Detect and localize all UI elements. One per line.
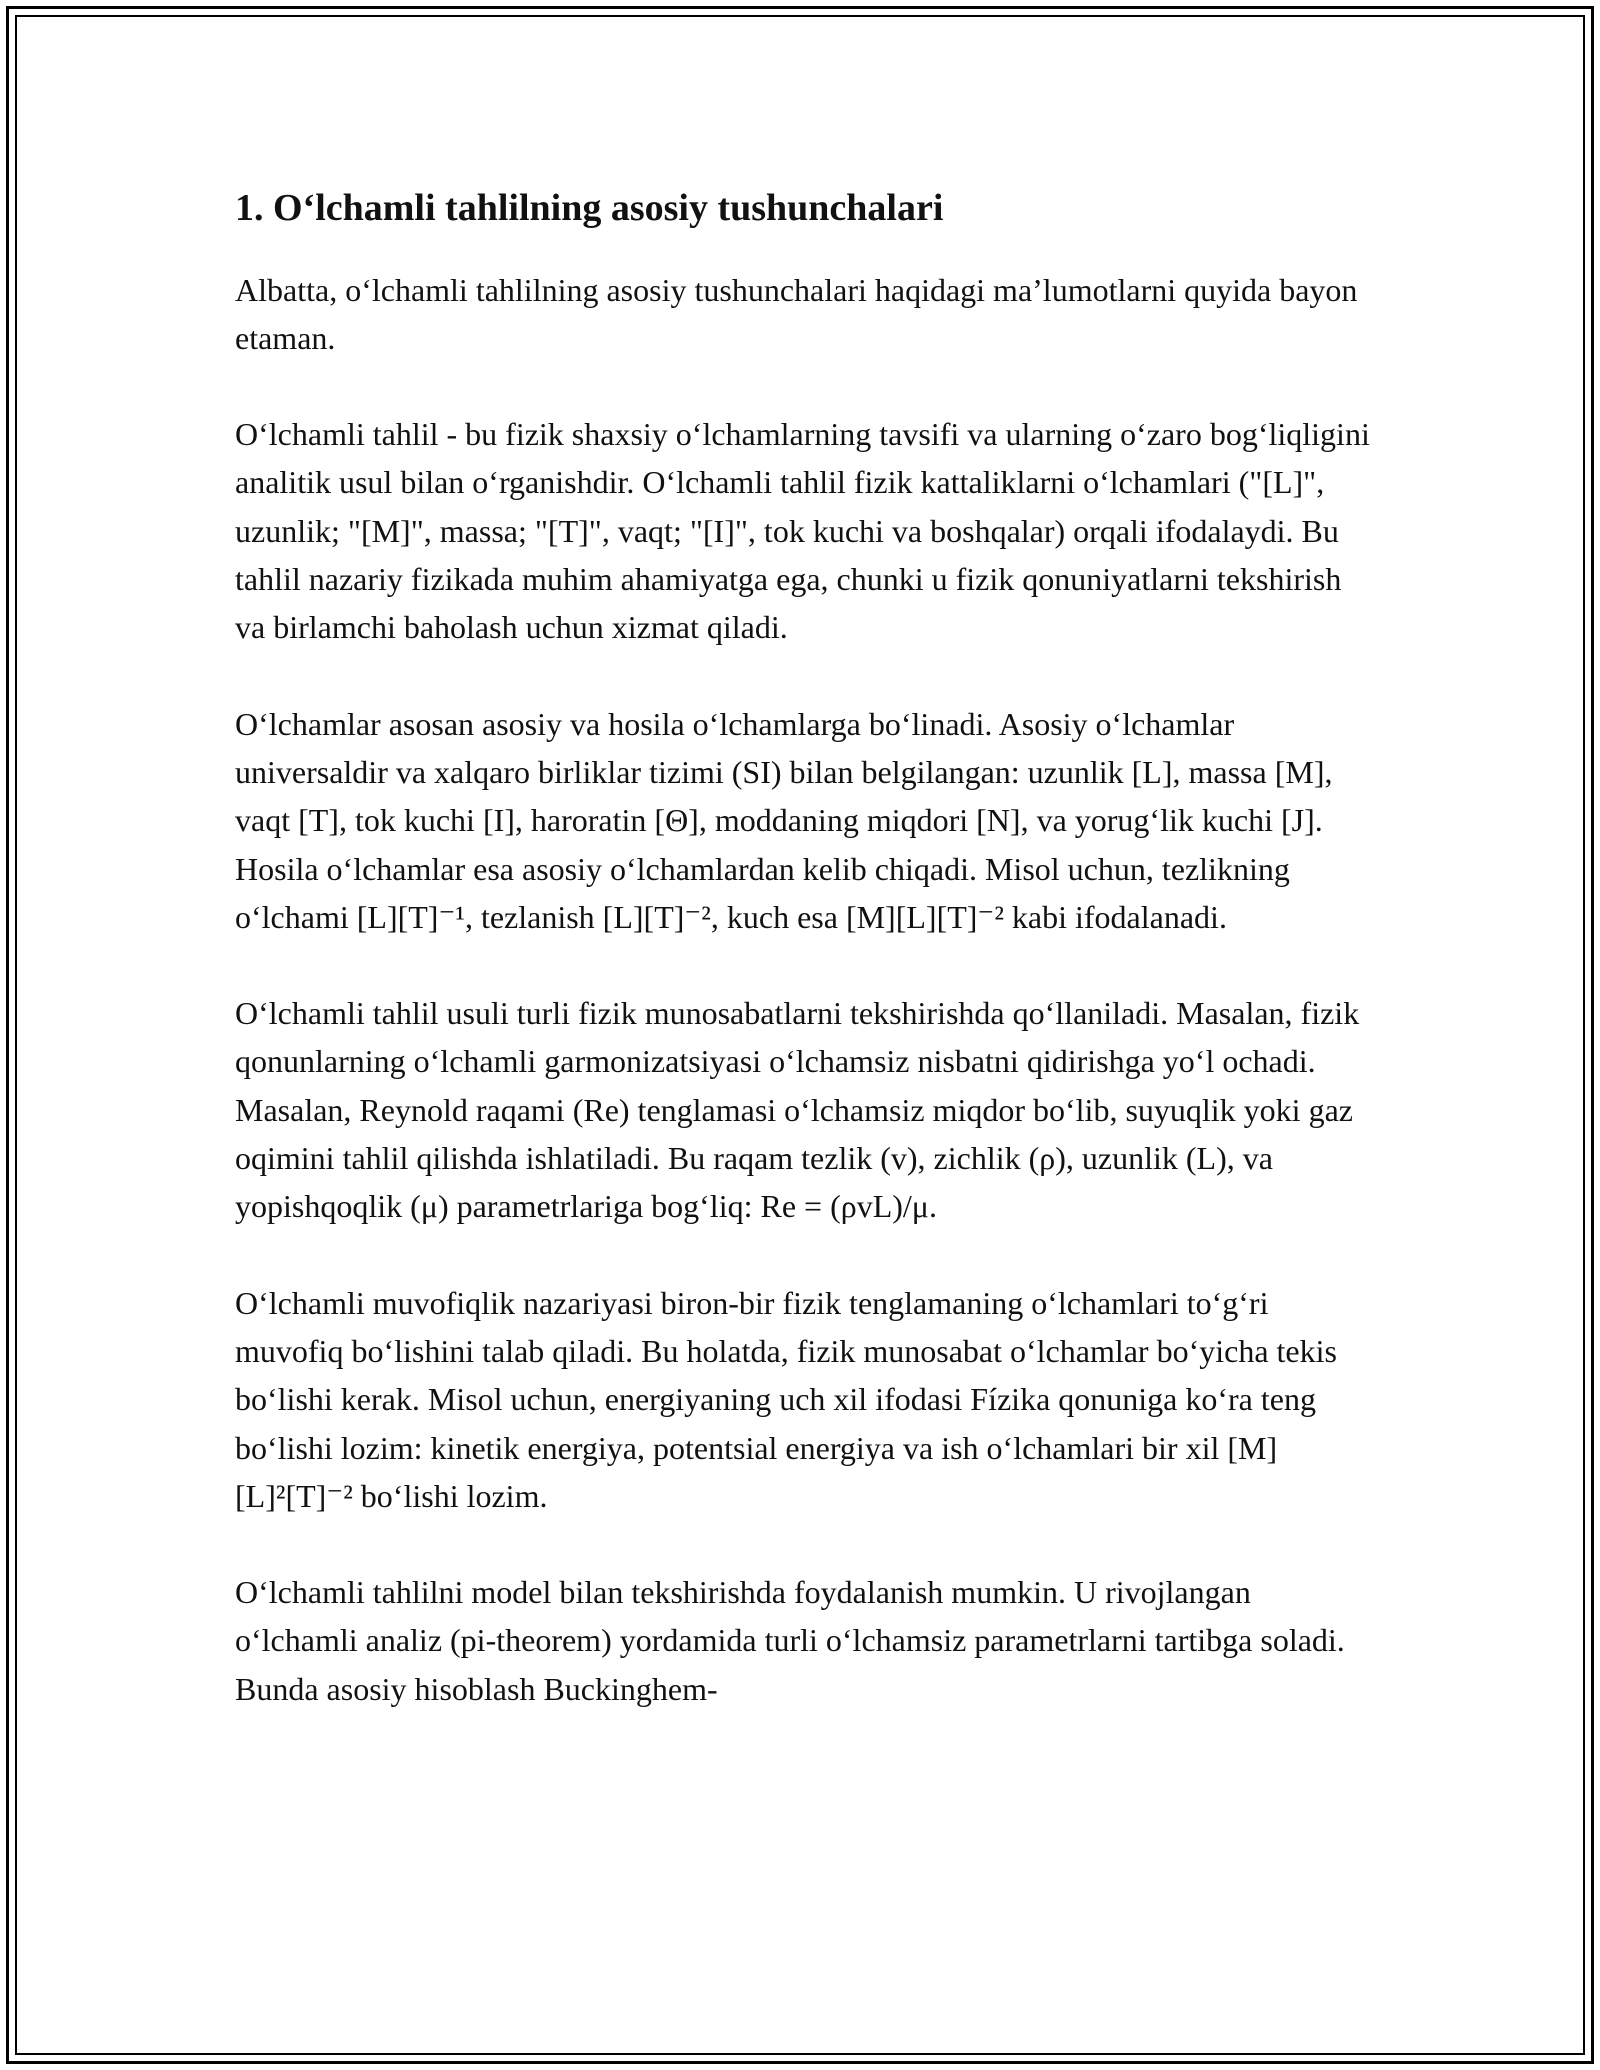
paragraph-base-dimensions: O‘lchamlar asosan asosiy va hosila o‘lchamlarga bo‘linadi. Asosiy o‘lchamlar universaldir va xalqaro birliklar tizimi (SI) bilan belgilangan: uzunlik [L], massa [M], vaqt [T], tok kuchi [I], haroratin [Θ], moddaning miqdori [N], va yorug‘lik kuchi [J]. Hosila o‘lchamlar esa asosiy o‘lchamlardan kelib chiqadi. Misol uchun, tezlikning o‘lchami [L][T]⁻¹, tezlanish [L][T]⁻², kuch esa [M][L][T]⁻² kabi ifodalanadi.: [235, 705, 1333, 935]
paragraph-intro: Albatta, o‘lchamli tahlilning asosiy tushunchalari haqidagi ma’lumotlarni quyida bayon etaman.: [235, 271, 1358, 356]
paragraph-definition: O‘lchamli tahlil - bu fizik shaxsiy o‘lchamlarning tavsifi va ularning o‘zaro bog‘liqligini analitik usul bilan o‘rganishdir. O‘lchamli tahlil fizik kattaliklarni o‘lchamlari ("[L]", uzunlik; "[M]", massa; "[T]", vaqt; "[I]", tok kuchi va boshqalar) orqali ifodalaydi. Bu tahlil nazariy fizikada muhim ahamiyatga ega, chunki u fizik qonuniyatlarni tekshirish va birlamchi baholash uchun xizmat qiladi.: [235, 416, 1370, 646]
paragraph-dimensional-consistency: O‘lchamli muvofiqlik nazariyasi biron-bir fizik tenglamaning o‘lchamlari to‘g‘ri muvofiq bo‘lishini talab qiladi. Bu holatda, fizik munosabat o‘lchamlar bo‘yicha tekis bo‘lishi kerak. Misol uchun, energiyaning uch xil ifodasi Fízika qonuniga ko‘ra teng bo‘lishi lozim: kinetik energiya, potentsial energiya va ish o‘lchamlari bir xil [M][L]²[T]⁻² bo‘lishi lozim.: [235, 1284, 1337, 1514]
section-heading: 1. O‘lchamli tahlilning asosiy tushunchalari: [235, 187, 944, 229]
paragraph-reynolds-number: O‘lchamli tahlil usuli turli fizik munosabatlarni tekshirishda qo‘llaniladi. Masalan, fizik qonunlarning o‘lchamli garmonizatsiyasi o‘lchamsiz nisbatni qidirishga yo‘l ochadi. Masalan, Reynold raqami (Re) tenglamasi o‘lchamsiz miqdor bo‘lib, suyuqlik yoki gaz oqimini tahlil qilishda ishlatiladi. Bu raqam tezlik (v), zichlik (ρ), uzunlik (L), va yopishqoqlik (μ) parametrlariga bog‘liq: Re = (ρvL)/μ.: [235, 995, 1360, 1225]
document-body: [235, 186, 1375, 1761]
paragraph-pi-theorem: O‘lchamli tahlilni model bilan tekshirishda foydalanish mumkin. U rivojlangan o‘lchamli analiz (pi-theorem) yordamida turli o‘lchamsiz parametrlarni tartibga soladi. Bunda asosiy hisoblash Buckinghem-: [235, 1574, 1345, 1707]
